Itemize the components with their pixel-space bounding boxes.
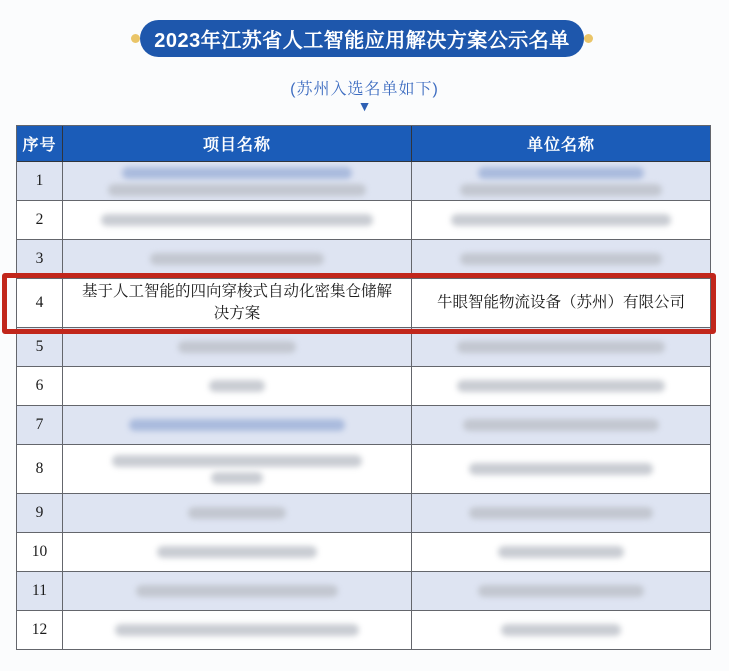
row-number-cell-text: 9 <box>35 504 44 521</box>
redacted-text-bar <box>457 380 666 392</box>
redacted-content <box>412 380 710 392</box>
redacted-text-bar <box>463 419 660 431</box>
redacted-content <box>412 214 710 226</box>
project-name-cell <box>63 240 412 278</box>
row-number-cell <box>17 494 63 532</box>
redacted-content <box>412 585 710 597</box>
title-banner <box>140 20 584 57</box>
row-number-cell-text: 3 <box>35 250 44 267</box>
redacted-text-bar <box>211 472 263 484</box>
redacted-content <box>63 341 411 353</box>
row-number-cell-text: 7 <box>35 416 44 433</box>
redacted-text-bar <box>112 455 363 467</box>
table-row <box>17 367 710 406</box>
unit-name-cell <box>412 279 710 327</box>
header-cell-number: 序号 <box>17 126 63 161</box>
row-number-cell-text: 8 <box>35 460 44 477</box>
redacted-text-bar <box>501 624 620 636</box>
project-name-cell <box>63 201 412 239</box>
project-name-cell <box>63 611 412 649</box>
row-number-cell <box>17 611 63 649</box>
project-name-cell <box>63 162 412 200</box>
redacted-content <box>63 380 411 392</box>
unit-name-cell-text: 牛眼智能物流设备（苏州）有限公司 <box>436 294 685 311</box>
table-body <box>17 162 710 650</box>
row-number-cell <box>17 279 63 327</box>
redacted-text-bar <box>457 341 666 353</box>
row-number-cell <box>17 162 63 200</box>
row-number-cell-text: 11 <box>32 582 47 599</box>
row-number-cell <box>17 201 63 239</box>
redacted-content <box>63 585 411 597</box>
redacted-text-bar <box>178 341 296 353</box>
project-name-cell <box>63 533 412 571</box>
table-row <box>17 611 710 650</box>
redacted-text-bar <box>478 167 645 179</box>
project-name-cell <box>63 445 412 493</box>
unit-name-cell <box>412 240 710 278</box>
project-name-cell <box>63 328 412 366</box>
project-name-cell <box>63 494 412 532</box>
redacted-text-bar <box>469 463 654 475</box>
project-name-cell-text: 基于人工智能的四向穿梭式自动化密集仓储解决方案 <box>81 283 392 322</box>
row-number-cell <box>17 328 63 366</box>
row-number-cell-text: 10 <box>31 543 48 560</box>
row-number-cell-text: 2 <box>35 211 44 228</box>
down-triangle-icon: ▼ <box>357 98 372 114</box>
redacted-content <box>412 419 710 431</box>
redacted-text-bar <box>136 585 338 597</box>
redacted-content <box>412 253 710 265</box>
table-row <box>17 328 710 367</box>
redacted-content <box>63 167 411 196</box>
redacted-text-bar <box>188 507 285 519</box>
bullet-dot-right-icon <box>584 34 593 43</box>
unit-name-cell <box>412 494 710 532</box>
redacted-text-bar <box>129 419 345 431</box>
redacted-content <box>63 214 411 226</box>
row-number-cell <box>17 533 63 571</box>
unit-name-cell <box>412 201 710 239</box>
redacted-text-bar <box>115 624 359 636</box>
unit-name-cell <box>412 367 710 405</box>
redacted-content <box>63 546 411 558</box>
redacted-content <box>63 253 411 265</box>
row-number-cell-text: 12 <box>31 621 48 638</box>
unit-name-cell <box>412 533 710 571</box>
row-number-cell <box>17 240 63 278</box>
redacted-content <box>412 167 710 196</box>
redacted-text-bar <box>122 167 352 179</box>
bullet-dot-left-icon <box>131 34 140 43</box>
redacted-content <box>412 341 710 353</box>
unit-name-cell <box>412 611 710 649</box>
redacted-text-bar <box>460 253 663 265</box>
row-number-cell-text: 1 <box>35 172 44 189</box>
table-row <box>17 201 710 240</box>
table-row <box>17 445 710 494</box>
table-row <box>17 406 710 445</box>
header-cell-project: 项目名称 <box>63 126 412 161</box>
page-subtitle: (苏州入选名单如下) <box>290 81 439 98</box>
redacted-content <box>63 624 411 636</box>
redacted-text-bar <box>157 546 317 558</box>
announcement-table <box>16 125 711 650</box>
page-title: 2023年江苏省人工智能应用解决方案公示名单 <box>154 30 570 52</box>
redacted-text-bar <box>460 184 663 196</box>
table-row <box>17 494 710 533</box>
row-number-cell <box>17 572 63 610</box>
table-row-highlighted <box>17 279 710 328</box>
redacted-content <box>63 507 411 519</box>
table-row <box>17 572 710 611</box>
table-header-row <box>17 126 710 162</box>
redacted-content <box>412 507 710 519</box>
project-name-cell <box>63 572 412 610</box>
table-row <box>17 240 710 279</box>
row-number-cell-text: 4 <box>35 294 44 311</box>
redacted-text-bar <box>498 546 623 558</box>
row-number-cell-text: 5 <box>35 338 44 355</box>
redacted-text-bar <box>108 184 366 196</box>
redacted-text-bar <box>451 214 672 226</box>
table-row <box>17 162 710 201</box>
row-number-cell <box>17 406 63 444</box>
project-name-cell <box>63 367 412 405</box>
redacted-text-bar <box>469 507 654 519</box>
redacted-content <box>412 624 710 636</box>
redacted-content <box>63 419 411 431</box>
redacted-content <box>412 463 710 475</box>
header-cell-unit: 单位名称 <box>526 137 595 154</box>
row-number-cell <box>17 367 63 405</box>
row-number-cell <box>17 445 63 493</box>
project-name-cell <box>63 406 412 444</box>
redacted-text-bar <box>478 585 645 597</box>
unit-name-cell <box>412 406 710 444</box>
unit-name-cell <box>412 445 710 493</box>
redacted-text-bar <box>209 380 265 392</box>
unit-name-cell <box>412 328 710 366</box>
table-row <box>17 533 710 572</box>
unit-name-cell <box>412 572 710 610</box>
unit-name-cell <box>412 162 710 200</box>
project-name-cell <box>63 279 412 327</box>
redacted-text-bar <box>150 253 324 265</box>
redacted-text-bar <box>101 214 372 226</box>
redacted-content <box>63 455 411 484</box>
row-number-cell-text: 6 <box>35 377 44 394</box>
redacted-content <box>412 546 710 558</box>
